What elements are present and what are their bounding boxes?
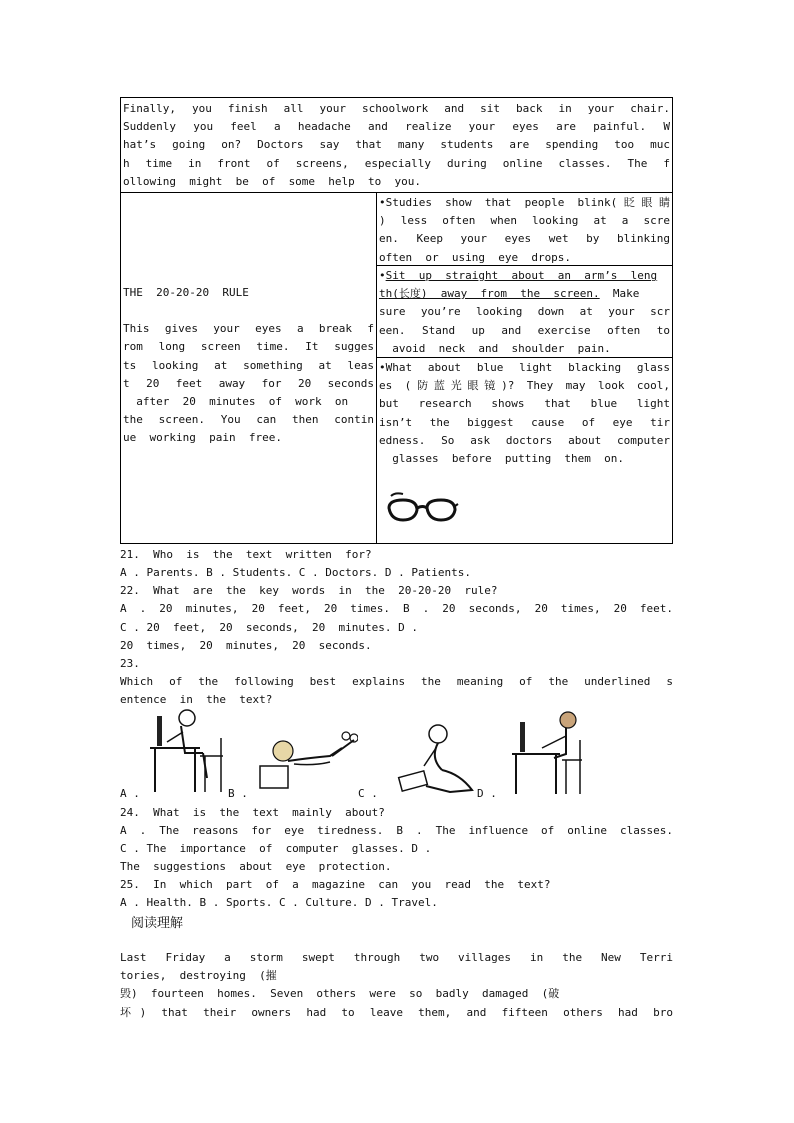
rule-line: This gives your eyes a break f xyxy=(123,322,374,336)
rule-cell xyxy=(121,193,377,543)
answer-options-21: A . Parents. B . Students. C . Doctors. D . Patients. xyxy=(120,566,471,579)
rule-line: ue working pain free. xyxy=(123,431,282,445)
glasses-line: but research shows that blue light xyxy=(379,397,670,411)
passage-line: tories, destroying (摧 xyxy=(120,969,277,983)
posture-tip-cell xyxy=(377,266,672,358)
rule-line: after 20 minutes of work on xyxy=(123,394,349,408)
passage xyxy=(120,949,673,1022)
rule-line: rom long screen time. It sugges xyxy=(123,340,374,354)
bullet: • xyxy=(379,269,386,282)
question-23-number: 23. xyxy=(120,657,140,670)
posture-line xyxy=(379,267,670,285)
question-25: 25. In which part of a magazine can you read the text? xyxy=(120,878,551,891)
tips-table xyxy=(120,97,673,544)
option-b-figure xyxy=(258,726,358,796)
section-title: 阅读理解 xyxy=(131,916,184,931)
intro-line: Suddenly you feel a headache and realize your eyes are painful. W xyxy=(123,120,670,134)
rule-line: the screen. You can then contin xyxy=(123,413,374,427)
blink-line: ) less often when looking at a scre xyxy=(379,214,670,228)
blink-line: en. Keep your eyes wet by blinking xyxy=(379,232,670,246)
answer-options-22c: 20 times, 20 minutes, 20 seconds. xyxy=(120,639,372,652)
answer-options-22b: C . 20 feet, 20 seconds, 20 minutes. D . xyxy=(120,621,419,634)
intro-line: ollowing might be of some help to you. xyxy=(123,174,422,188)
glasses-line: es (防蓝光眼镜)? They may look cool, xyxy=(379,379,670,393)
glasses-icon xyxy=(385,486,459,530)
blink-line: often or using eye drops. xyxy=(379,250,572,264)
intro-cell xyxy=(121,98,672,193)
intro-line: h time in front of screens, especially during online classes. The f xyxy=(123,156,670,170)
option-d-figure xyxy=(510,710,590,795)
posture-rest: Make xyxy=(599,287,640,301)
question-22: 22. What are the key words in the 20-20-20 rule? xyxy=(120,584,498,597)
passage-line: 坏) that their owners had to leave them, and fifteen others had bro xyxy=(120,1005,673,1019)
intro-line: hat’s going on? Doctors say that many students are spending too muc xyxy=(123,138,670,152)
glasses-line: glasses before putting them on. xyxy=(379,451,625,465)
question-23-line1: Which of the following best explains the meaning of the underlined s xyxy=(120,675,673,688)
glasses-line: •What about blue light blacking glass xyxy=(379,361,670,374)
blink-line: •Studies show that people blink(眨眼睛 xyxy=(379,196,670,209)
blink-tip-cell xyxy=(377,193,672,266)
passage-line: 毁) fourteen homes. Seven others were so badly damaged (破 xyxy=(120,987,560,1001)
option-d-label: D . xyxy=(477,787,497,800)
glasses-line: isn’t the biggest cause of eye tir xyxy=(379,415,670,429)
intro-line: Finally, you finish all your schoolwork and sit back in your chair. xyxy=(123,102,670,115)
underlined-sentence-part1: Sit up straight about an arm’s leng xyxy=(385,269,658,282)
question-24: 24. What is the text mainly about? xyxy=(120,806,385,819)
answer-options-24c: The suggestions about eye protection. xyxy=(120,860,392,873)
posture-line: sure you’re looking down at your scr xyxy=(379,305,670,319)
glasses-tip-cell xyxy=(377,358,672,543)
answer-options-25: A . Health. B . Sports. C . Culture. D . Travel. xyxy=(120,896,438,909)
option-c-label: C . xyxy=(358,787,378,800)
posture-line xyxy=(379,285,670,303)
answer-options-24a: A . The reasons for eye tiredness. B . The influence of online classes. xyxy=(120,824,673,837)
passage-line: Last Friday a storm swept through two villages in the New Terri xyxy=(120,951,673,964)
tips-column xyxy=(377,193,672,543)
option-a-figure xyxy=(145,708,230,793)
option-b-label: B . xyxy=(228,787,248,800)
rule-line: ts looking at something at leas xyxy=(123,358,374,372)
answer-options-24b: C . The importance of computer glasses. D . xyxy=(120,842,432,855)
posture-line: avoid neck and shoulder pain. xyxy=(379,341,611,355)
underlined-sentence-part2: th(长度) away from the screen. xyxy=(379,287,600,301)
glasses-line: edness. So ask doctors about computer xyxy=(379,433,670,447)
question-21: 21. Who is the text written for? xyxy=(120,548,372,561)
option-c-figure xyxy=(390,718,482,798)
answer-options-22a: A . 20 minutes, 20 feet, 20 times. B . 20 seconds, 20 times, 20 feet. xyxy=(120,602,673,615)
question-23-line2: entence in the text? xyxy=(120,693,273,706)
rule-title: THE 20-20-20 RULE xyxy=(123,286,249,299)
posture-line: een. Stand up and exercise often to xyxy=(379,323,670,337)
rule-line: t 20 feet away for 20 seconds xyxy=(123,376,374,390)
option-a-label: A . xyxy=(120,787,140,800)
picture-options xyxy=(120,708,590,803)
